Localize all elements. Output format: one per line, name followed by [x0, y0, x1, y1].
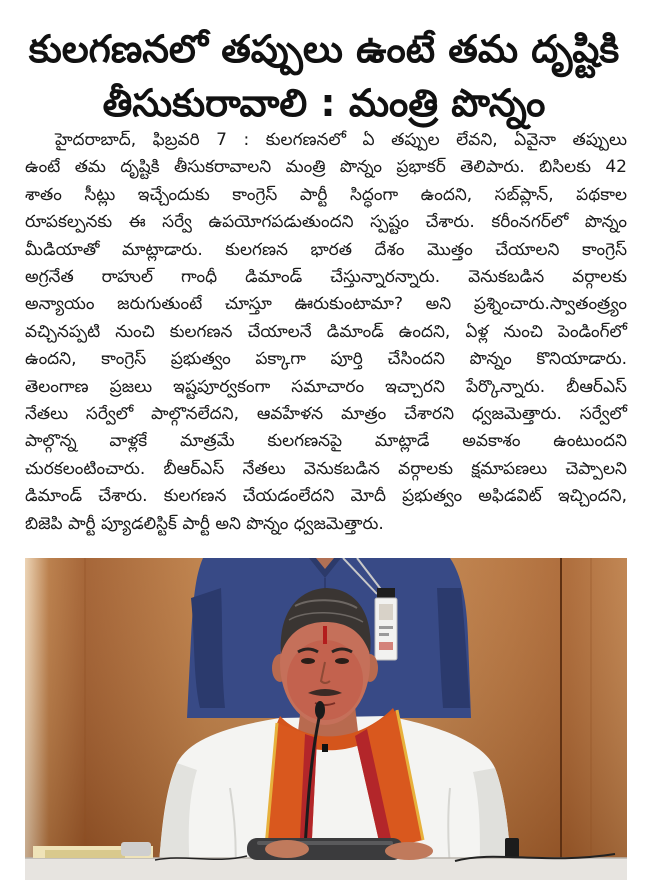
right-hand [385, 842, 433, 860]
article-body [25, 127, 627, 538]
body-line: నేతలు సర్వేలో పాల్గొనలేదని, ఆవహేళన మాత్రం చేశారని ధ్వజమెత్తారు. సర్వేలో [25, 404, 627, 425]
body-line: అగ్రనేత రాహుల్ గాంధీ డిమాండ్ చేస్తున్నారన్నారు. వెనుకబడిన వర్గాలకు [25, 267, 627, 288]
body-line: అన్యాయం జరుగుతుంటే చూస్తూ ఊరుకుంటామా? అని ప్రశ్నించారు.స్వాతంత్ర్యం [25, 294, 627, 315]
body-line: బిజెపి పార్టీ ప్యూడలిస్టిక్ పార్టీ అని పొన్నం ధ్వజమెత్తారు. [25, 513, 384, 534]
body-line: డిమాండ్ చేశారు. కులగణన చేయడంలేదని మోదీ ప్రభుత్వం అఫిడవిట్ ఇచ్చిందని, [25, 486, 627, 507]
headline-line-1: కులగణనలో తప్పులు ఉంటే తమ దృష్టికి [28, 27, 620, 71]
article-photo [25, 558, 627, 880]
headline [14, 22, 634, 130]
press-conference-photo [25, 558, 627, 880]
body-line: చురకలంటించారు. బీఆర్ఎస్ నేతలు వెనుకబడిన వర్గాలకు క్షమాపణలు చెప్పాలని [25, 458, 627, 479]
left-hand [265, 840, 309, 858]
body-line: ఉందని, కాంగ్రెస్ ప్రభుత్వం పక్కాగా పూర్తి చేసిందని పొన్నం కొనియాడారు. [25, 349, 627, 370]
headline-line-2: తీసుకురావాలి : మంత్రి పొన్నం [102, 81, 546, 125]
body-line: వచ్చినప్పటి నుంచి కులగణన చేయాలనే డిమాండ్ ఉందని, ఏళ్ల నుంచి పెండింగ్‌లో [25, 321, 627, 342]
body-line: రూపకల్పనకు ఈ సర్వే ఉపయోగపడుతుందని స్పష్టం చేశారు. కరీంనగర్‌లో పొన్నం [25, 212, 627, 233]
body-line: శాతం సీట్లు ఇచ్చేందుకు కాంగ్రెస్ పార్టీ సిద్ధంగా ఉందని, సబ్‌ప్లాన్, పథకాల [25, 184, 627, 205]
dateline-line: హైదరాబాద్, ఫిబ్రవరి 7 : కులగణనలో ఏ తప్పుల లేవని, ఏవైనా తప్పులు [55, 130, 627, 150]
body-line: ఉంటే తమ దృష్టికి తీసుకరావాలని మంత్రి పొన్నం ప్రభాకర్ తెలిపారు. బిసిలకు 42 [25, 157, 627, 178]
body-line: తెలంగాణ ప్రజలు ఇష్టపూర్వకంగా సమాచారం ఇచ్చారని పేర్కొన్నారు. బీఆర్ఎస్ [25, 376, 627, 397]
body-line: మీడియాతో మాట్లాడారు. కులగణన భారత దేశం మొత్తం చేయాలని కాంగ్రెస్ [25, 239, 627, 260]
body-line: పాల్గొన్న వాళ్లకే మాత్రమే కులగణనపై మాట్లాడే అవకాశం ఉంటుందని [25, 431, 627, 452]
